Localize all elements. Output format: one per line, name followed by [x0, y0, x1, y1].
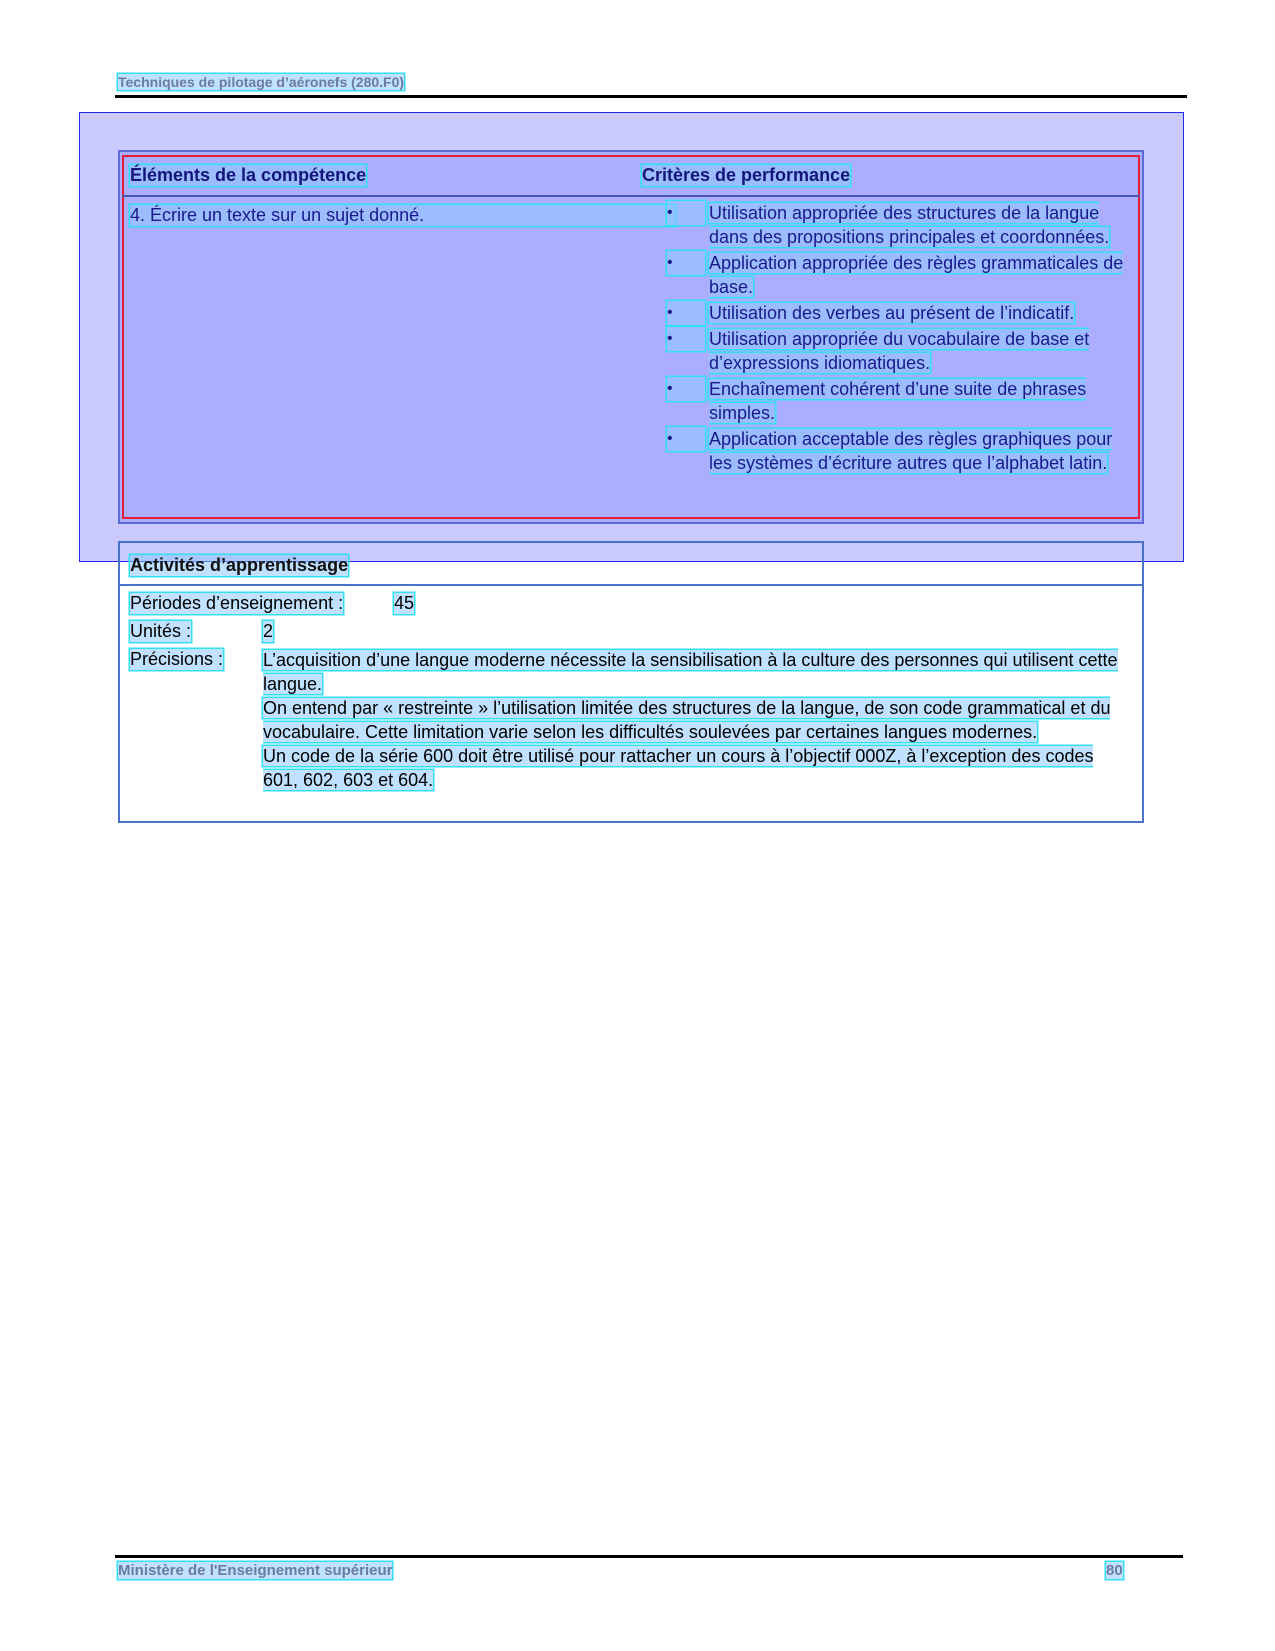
criteria-text: Enchaînement cohérent d’une suite de phrases simples.	[709, 379, 1087, 423]
units-value: 2	[263, 621, 274, 641]
criteria-text: Application appropriée des règles grammaticales de base.	[709, 253, 1124, 297]
precision-paragraph: On entend par « restreinte » l’utilisation limitée des structures de la langue, de son code grammatical et du vocabulaire. Cette limitation varie selon les difficultés soulevées par certaines langues modernes.	[263, 698, 1111, 742]
criteria-item	[667, 427, 1137, 475]
precision-paragraph: Un code de la série 600 doit être utilisé pour rattacher un cours à l’objectif 000Z, à l’exception des codes 601, 602, 603 et 604.	[263, 746, 1094, 790]
bullet-icon: •	[667, 377, 705, 401]
column-header-criteria: Critères de performance	[642, 165, 851, 185]
bullet-icon: •	[667, 327, 705, 351]
activities-title: Activités d’apprentissage	[130, 555, 349, 575]
criteria-item	[667, 251, 1137, 299]
activities-header-rule	[120, 584, 1142, 586]
header-rule	[115, 95, 1187, 98]
criteria-item	[667, 201, 1137, 249]
table-header-rule	[122, 195, 1140, 197]
bullet-icon: •	[667, 301, 705, 325]
criteria-text: Application acceptable des règles graphiques pour les systèmes d’écriture autres que l’alphabet latin.	[709, 429, 1113, 473]
footer-ministry: Ministère de l'Enseignement supérieur	[118, 1562, 393, 1579]
bullet-icon: •	[667, 427, 705, 451]
footer-rule	[115, 1555, 1183, 1558]
precisions-text	[263, 648, 1129, 792]
periods-label: Périodes d’enseignement :	[130, 593, 344, 613]
criteria-item	[667, 377, 1137, 425]
bullet-icon: •	[667, 251, 705, 275]
periods-value: 45	[394, 593, 415, 613]
criteria-text: Utilisation appropriée du vocabulaire de base et d’expressions idiomatiques.	[709, 329, 1090, 373]
criteria-text: Utilisation appropriée des structures de la langue dans des propositions principales et coordonnées.	[709, 203, 1110, 247]
criteria-text: Utilisation des verbes au présent de l’indicatif.	[709, 303, 1075, 323]
precisions-label: Précisions :	[130, 649, 224, 669]
page-header-title: Techniques de pilotage d’aéronefs (280.F0)	[118, 74, 405, 90]
column-header-elements: Éléments de la compétence	[130, 165, 367, 185]
precision-paragraph: L’acquisition d’une langue moderne nécessite la sensibilisation à la culture des personnes qui utilisent cette langue.	[263, 650, 1118, 694]
bullet-icon: •	[667, 201, 705, 225]
criteria-list	[667, 201, 1137, 477]
criteria-item	[667, 327, 1137, 375]
competence-element: 4. Écrire un texte sur un sujet donné.	[130, 205, 675, 226]
criteria-item	[667, 301, 1137, 325]
page-number: 80	[1106, 1562, 1123, 1579]
units-label: Unités :	[130, 621, 192, 641]
